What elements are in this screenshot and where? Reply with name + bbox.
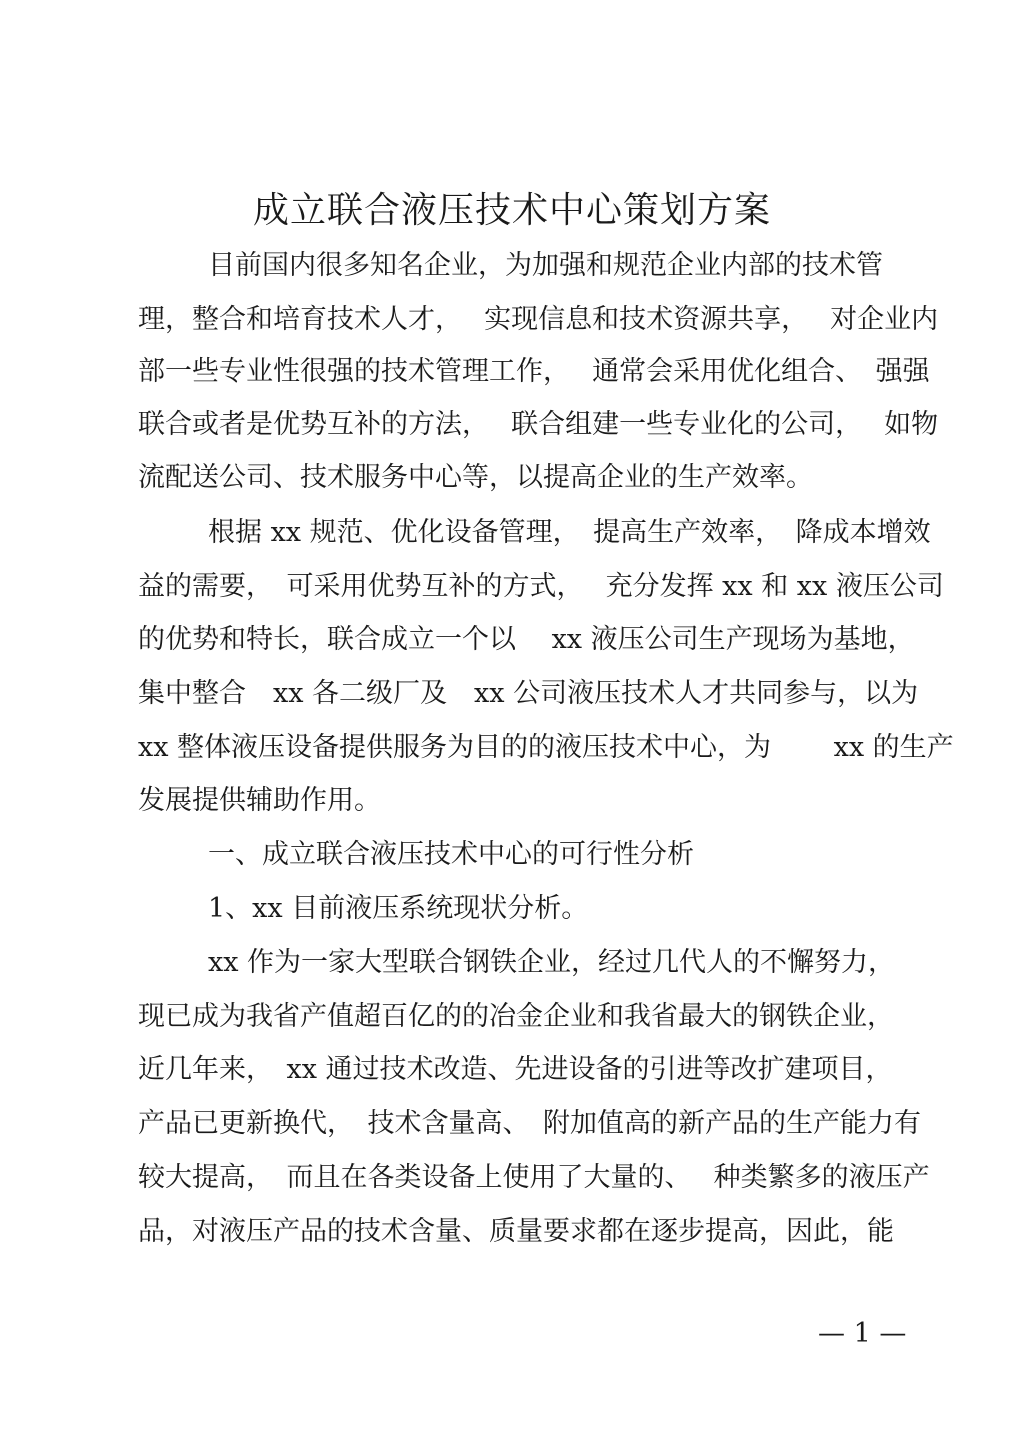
text-line-11: 发展提供辅助作用。 bbox=[138, 785, 381, 816]
text-line-1: 目前国内很多知名企业，为加强和规范企业内部的技术管 bbox=[208, 250, 883, 281]
text-line-4: 联合或者是优势互补的方法， 联合组建一些专业化的公司， 如物 bbox=[138, 409, 939, 440]
subsection-heading: 1、xx 目前液压系统现状分析。 bbox=[208, 893, 589, 924]
text-line-8: 的优势和特长，联合成立一个以 xx 液压公司生产现场为基地， bbox=[138, 624, 915, 655]
text-line-3: 部一些专业性很强的技术管理工作， 通常会采用优化组合、 强强 bbox=[138, 356, 930, 387]
section-heading: 一、成立联合液压技术中心的可行性分析 bbox=[208, 839, 694, 870]
text-line-9: 集中整合 xx 各二级厂及 xx 公司液压技术人才共同参与，以为 bbox=[138, 678, 919, 709]
text-line-7: 益的需要， 可采用优势互补的方式， 充分发挥 xx 和 xx 液压公司 bbox=[138, 571, 944, 602]
page-number: — 1 — bbox=[818, 1318, 907, 1349]
text-line-10: xx 整体液压设备提供服务为目的的液压技术中心，为 xx 的生产 bbox=[138, 732, 954, 763]
text-line-18: 较大提高， 而且在各类设备上使用了大量的、 种类繁多的液压产 bbox=[138, 1162, 930, 1193]
text-line-19: 品，对液压产品的技术含量、质量要求都在逐步提高，因此，能 bbox=[138, 1216, 894, 1247]
text-line-16: 近几年来， xx 通过技术改造、先进设备的引进等改扩建项目， bbox=[138, 1054, 893, 1085]
text-line-17: 产品已更新换代， 技术含量高、 附加值高的新产品的生产能力有 bbox=[138, 1108, 921, 1139]
text-line-14: xx 作为一家大型联合钢铁企业，经过几代人的不懈努力， bbox=[208, 947, 896, 978]
text-line-6: 根据 xx 规范、优化设备管理， 提高生产效率， 降成本增效 bbox=[208, 517, 931, 548]
text-line-5: 流配送公司、技术服务中心等，以提高企业的生产效率。 bbox=[138, 462, 813, 493]
text-line-15: 现已成为我省产值超百亿的的冶金企业和我省最大的钢铁企业， bbox=[138, 1001, 894, 1032]
document-title: 成立联合液压技术中心策划方案 bbox=[252, 190, 771, 231]
text-line-2: 理，整合和培育技术人才， 实现信息和技术资源共享， 对企业内 bbox=[138, 304, 939, 335]
